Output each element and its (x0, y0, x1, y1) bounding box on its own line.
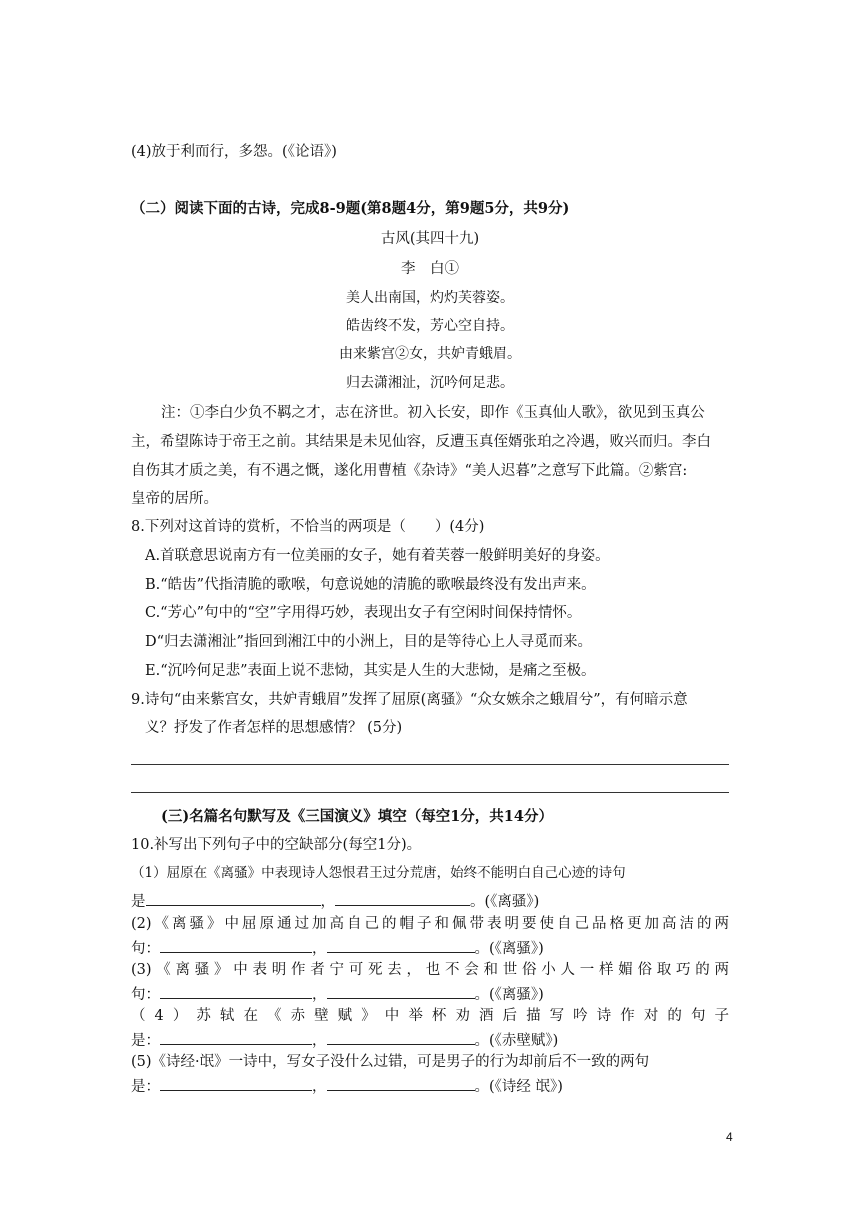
answer-prefix: 是： (131, 1033, 160, 1049)
poem-line: 皓齿终不发，芳心空自持。 (346, 318, 514, 334)
answer-separator: ， (312, 1079, 327, 1095)
poem-author: 李 白① (401, 261, 459, 277)
answer-separator: ， (312, 1033, 327, 1049)
answer-blank[interactable] (160, 984, 312, 999)
poem-line: 美人出南国，灼灼芙蓉姿。 (346, 290, 514, 306)
fill-item-5: (5)《诗经·氓》一诗中，写女子没什么过错，可是男子的行为却前后不一致的两句 (131, 1054, 650, 1070)
page-number: 4 (726, 1130, 733, 1144)
answer-prefix: 是 (131, 894, 146, 910)
answer-line[interactable] (131, 792, 729, 793)
text-line: (4)放于利而行，多怨。(《论语》) (131, 144, 337, 160)
question-9: 9.诗句“由来紫宫女，共妒青蛾眉”发挥了屈原(离骚》“众女嫉余之蛾眉兮”，有何暗示意 (131, 692, 688, 708)
answer-blank[interactable] (327, 938, 475, 953)
answer-separator: ， (312, 987, 327, 1003)
fill-item-3: (3)《离骚》中表明作者宁可死去，也不会和世俗小人一样媚俗取巧的两 (131, 962, 729, 978)
note-line: 注：①李白少负不羁之才，志在济世。初入长安，即作《玉真仙人歌》，欲见到玉真公 (161, 405, 705, 421)
answer-source: 。(《离骚》) (470, 894, 540, 910)
answer-source: 。(《离骚》) (474, 987, 544, 1003)
answer-prefix: 是： (131, 1079, 160, 1095)
poem-line: 归去潇湘沚，沉吟何足悲。 (346, 375, 514, 391)
question-9-cont: 义？抒发了作者怎样的思想感情？ (5分) (145, 720, 403, 736)
fill-item-4-answer (131, 1030, 558, 1051)
fill-item-2-answer (131, 938, 544, 959)
note-line: 自伤其才质之美，有不遇之慨，遂化用曹植《杂诗》“美人迟暮”之意写下此篇。②紫宫: (131, 463, 688, 479)
note-line: 皇帝的居所。 (131, 491, 218, 507)
answer-blank[interactable] (327, 984, 475, 999)
option-d: D“归去潇湘沚”指回到湘江中的小洲上，目的是等待心上人寻觅而来。 (145, 634, 592, 650)
answer-source: 。(《赤壁赋》) (474, 1033, 559, 1049)
section-heading: （二）阅读下面的古诗，完成8-9题(第8题4分，第9题5分，共9分) (131, 200, 570, 217)
answer-source: 。(《离骚》) (474, 941, 544, 957)
option-b: B.“皓齿”代指清脆的歌喉，句意说她的清脆的歌喉最终没有发出声来。 (145, 577, 596, 593)
option-a: A.首联意思说南方有一位美丽的女子，她有着芙蓉一般鲜明美好的身姿。 (145, 548, 610, 564)
answer-prefix: 句： (131, 941, 160, 957)
answer-line[interactable] (131, 764, 729, 765)
answer-separator: ， (320, 894, 335, 910)
note-line: 主，希望陈诗于帝王之前。其结果是未见仙容，反遭玉真侄婿张珀之冷遇，败兴而归。李白 (131, 434, 711, 450)
answer-blank[interactable] (160, 938, 312, 953)
option-c: C.“芳心”句中的“空”字用得巧妙，表现出女子有空闲时间保持情怀。 (145, 605, 582, 621)
question-10: 10.补写出下列句子中的空缺部分(每空1分)。 (131, 837, 422, 853)
fill-item-4: （4）苏轼在《赤壁赋》中举杯劝酒后描写吟诗作对的句子 (131, 1008, 729, 1024)
fill-item-2: (2)《离骚》中屈原通过加高自己的帽子和佩带表明要使自己品格更加高洁的两 (131, 916, 729, 932)
fill-item-3-answer (131, 984, 544, 1005)
question-8: 8.下列对这首诗的赏析，不恰当的两项是（ ）(4分) (131, 519, 485, 535)
answer-blank[interactable] (160, 1076, 312, 1091)
answer-blank[interactable] (335, 891, 470, 906)
option-e: E.“沉吟何足悲”表面上说不悲恸，其实是人生的大悲恸，是痛之至极。 (145, 663, 596, 679)
answer-blank[interactable] (327, 1030, 475, 1045)
answer-source: 。(《诗经 氓》) (474, 1079, 563, 1095)
answer-blank[interactable] (327, 1076, 475, 1091)
section-heading: (三)名篇名句默写及《三国演义》填空（每空1分，共14分） (161, 808, 553, 825)
fill-item-1: （1）屈原在《离骚》中表现诗人怨恨君王过分荒唐，始终不能明白自己心迹的诗句 (131, 865, 626, 881)
answer-separator: ， (312, 941, 327, 957)
answer-blank[interactable] (160, 1030, 312, 1045)
answer-prefix: 句： (131, 987, 160, 1003)
fill-item-5-answer (131, 1076, 563, 1097)
fill-item-1-answer (131, 891, 539, 912)
poem-line: 由来紫宫②女，共妒青蛾眉。 (339, 346, 521, 362)
answer-blank[interactable] (146, 891, 321, 906)
poem-title: 古风(其四十九) (380, 231, 480, 247)
